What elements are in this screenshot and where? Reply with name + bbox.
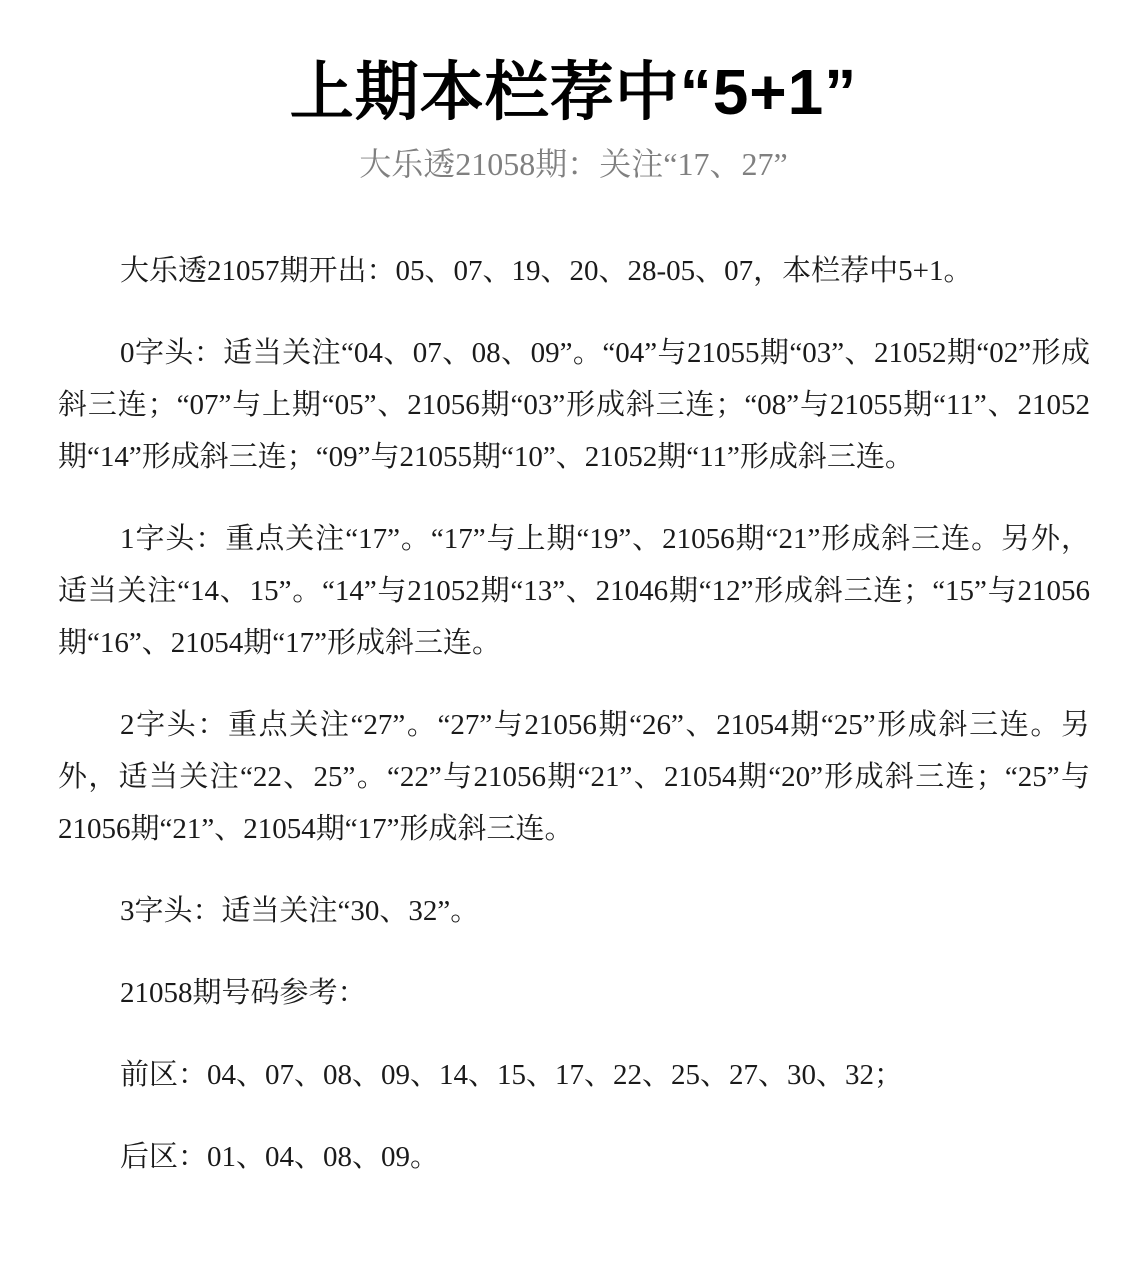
- paragraph-back-zone: 后区：01、04、08、09。: [120, 1141, 440, 1173]
- paragraph-front-zone: 前区：04、07、08、09、14、15、17、22、25、27、30、32；: [120, 1059, 904, 1091]
- article-body: [58, 245, 1090, 1213]
- paragraph-draw-result: 大乐透21057期开出：05、07、19、20、28-05、07，本栏荐中5+1。: [120, 255, 973, 287]
- paragraph-zero-prefix: 0字头：适当关注“04、07、08、09”。“04”与21055期“03”、21052期“02”形成斜三连；“07”与上期“05”、21056期“03”形成斜三连；“08”与21055期“11”、21052期“14”形成斜三连；“09”与21055期“10”、21052期“11”形成斜三连。: [58, 337, 1090, 473]
- page-title: 上期本栏荐中“5+1”: [289, 56, 858, 128]
- paragraph-three-prefix: 3字头：适当关注“30、32”。: [120, 895, 480, 927]
- paragraph-reference-heading: 21058期号码参考：: [120, 977, 367, 1009]
- article-header: [0, 52, 1147, 184]
- page-subtitle: 大乐透21058期：关注“17、27”: [359, 146, 788, 182]
- paragraph-one-prefix: 1字头：重点关注“17”。“17”与上期“19”、21056期“21”形成斜三连。另外，适当关注“14、15”。“14”与21052期“13”、21046期“12”形成斜三连；“15”与21056期“16”、21054期“17”形成斜三连。: [58, 523, 1090, 659]
- paragraph-two-prefix: 2字头：重点关注“27”。“27”与21056期“26”、21054期“25”形成斜三连。另外，适当关注“22、25”。“22”与21056期“21”、21054期“20”形成斜三连；“25”与21056期“21”、21054期“17”形成斜三连。: [58, 709, 1090, 845]
